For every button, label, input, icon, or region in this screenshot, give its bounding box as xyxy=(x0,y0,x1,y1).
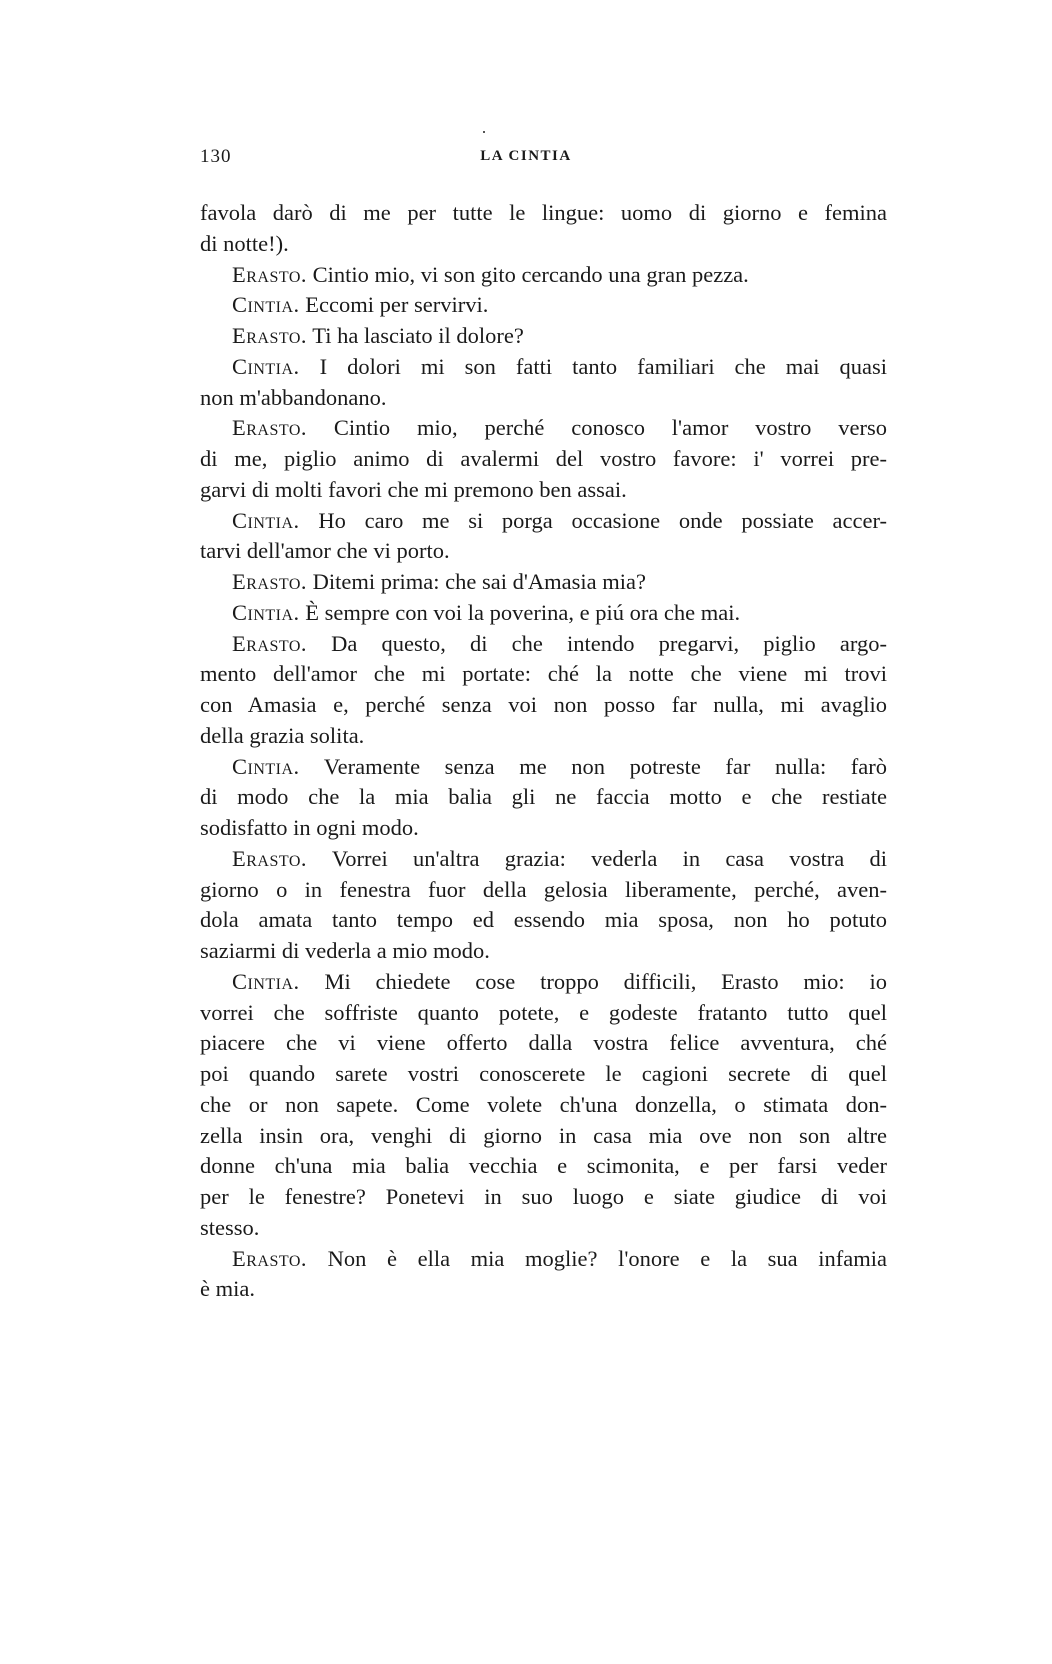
text-line xyxy=(200,444,887,475)
text-line xyxy=(200,1090,887,1121)
line-text: per le fenestre? Ponetevi in suo luogo e siate giudice di voi xyxy=(200,1184,887,1209)
line-text: È sempre con voi la poverina, e piú ora che mai. xyxy=(305,599,741,625)
text-line xyxy=(200,629,887,660)
speaker-name: Cintia. xyxy=(232,599,300,625)
line-text: stesso. xyxy=(200,1214,260,1240)
line-text: Non è ella mia moglie? l'onore e la sua infamia xyxy=(327,1245,887,1271)
text-line xyxy=(200,567,887,598)
text-line xyxy=(200,721,887,752)
speaker-name: Erasto. xyxy=(232,323,308,348)
line-text: dola amata tanto tempo ed essendo mia sposa, non ho potuto xyxy=(200,907,887,933)
speaker-name: Erasto. xyxy=(232,630,308,656)
line-text: donne ch'una mia balia vecchia e scimonita, e per farsi veder xyxy=(200,1153,887,1179)
line-text: poi quando sarete vostri conoscerete le cagioni secrete di quel xyxy=(200,1061,887,1086)
line-text: tarvi dell'amor che vi porto. xyxy=(200,538,450,564)
speaker-name: Cintia. xyxy=(232,292,300,318)
page-number: 130 xyxy=(200,146,232,167)
line-text: Mi chiedete cose troppo difficili, Erasto mio: io xyxy=(324,968,887,994)
body-text xyxy=(200,198,887,1305)
line-text: Cintio mio, perché conosco l'amor vostro verso xyxy=(333,415,888,441)
text-line xyxy=(200,598,887,629)
line-text: non m'abbandonano. xyxy=(200,384,387,410)
text-line xyxy=(200,290,887,321)
text-line xyxy=(200,1121,887,1152)
line-text: favola darò di me per tutte le lingue: uomo di giorno e femina xyxy=(200,200,887,225)
text-line xyxy=(200,936,887,967)
text-line xyxy=(200,229,887,260)
text-line xyxy=(200,1213,887,1244)
line-text: di modo che la mia balia gli ne faccia motto e che restiate xyxy=(200,784,887,810)
print-speck xyxy=(483,131,485,133)
speaker-name: Erasto. xyxy=(232,1245,308,1271)
speaker-name: Cintia. xyxy=(232,353,300,379)
text-line xyxy=(200,1059,887,1090)
text-line xyxy=(200,260,887,291)
line-text: che or non sapete. Come volete ch'una donzella, o stimata don- xyxy=(200,1091,887,1117)
line-text: I dolori mi son fatti tanto familiari che mai quasi xyxy=(319,353,888,379)
text-line xyxy=(200,967,887,998)
line-text: è mia. xyxy=(200,1276,255,1302)
line-text: con Amasia e, perché senza voi non posso far nulla, mi avaglio xyxy=(200,692,887,717)
speaker-name: Erasto. xyxy=(232,261,308,287)
line-text: sodisfatto in ogni modo. xyxy=(200,815,419,840)
line-text: mento dell'amor che mi portate: ché la notte che viene mi trovi xyxy=(200,661,887,687)
text-line xyxy=(200,506,887,537)
line-text: zella insin ora, venghi di giorno in casa mia ove non son altre xyxy=(200,1122,887,1148)
text-line xyxy=(200,844,887,875)
speaker-name: Erasto. xyxy=(232,569,308,594)
line-text: saziarmi di vederla a mio modo. xyxy=(200,938,490,963)
line-text: Da questo, di che intendo pregarvi, piglio argo- xyxy=(331,630,887,656)
text-line xyxy=(200,690,887,721)
line-text: della grazia solita. xyxy=(200,722,365,748)
speaker-name: Erasto. xyxy=(232,415,308,441)
text-line xyxy=(200,905,887,936)
text-line xyxy=(200,413,887,444)
line-text: Eccomi per servirvi. xyxy=(305,292,489,318)
speaker-name: Erasto. xyxy=(232,845,308,871)
text-line xyxy=(200,1244,887,1275)
speaker-name: Cintia. xyxy=(232,968,300,994)
text-line xyxy=(200,536,887,567)
line-text: Cintio mio, vi son gito cercando una gran pezza. xyxy=(312,261,749,287)
line-text: Vorrei un'altra grazia: vederla in casa vostra di xyxy=(331,845,888,871)
line-text: garvi di molti favori che mi premono ben assai. xyxy=(200,476,627,502)
text-line xyxy=(200,1028,887,1059)
text-line xyxy=(200,1151,887,1182)
text-line xyxy=(200,752,887,783)
text-line xyxy=(200,782,887,813)
line-text: vorrei che soffriste quanto potete, e godeste fratanto tutto quel xyxy=(200,999,887,1025)
text-line xyxy=(200,475,887,506)
line-text: piacere che vi viene offerto dalla vostra felice avventura, ché xyxy=(200,1030,887,1056)
line-text: di notte!). xyxy=(200,230,289,256)
line-text: di me, piglio animo di avalermi del vostro favore: i' vorrei pre- xyxy=(200,446,887,471)
text-line xyxy=(200,1182,887,1213)
speaker-name: Cintia. xyxy=(232,507,300,533)
text-line xyxy=(200,352,887,383)
line-text: Veramente senza me non potreste far nulla: farò xyxy=(323,753,888,779)
line-text: Ti ha lasciato il dolore? xyxy=(312,323,524,348)
text-line xyxy=(200,659,887,690)
line-text: Ho caro me si porga occasione onde possiate accer- xyxy=(318,507,887,533)
text-line xyxy=(200,875,887,906)
text-line xyxy=(200,813,887,844)
text-line xyxy=(200,998,887,1029)
text-line xyxy=(200,383,887,414)
text-line xyxy=(200,321,887,352)
speaker-name: Cintia. xyxy=(232,753,300,779)
text-line xyxy=(200,1274,887,1305)
line-text: Ditemi prima: che sai d'Amasia mia? xyxy=(312,569,646,594)
running-title: LA CINTIA xyxy=(480,148,572,164)
text-line xyxy=(200,198,887,229)
line-text: giorno o in fenestra fuor della gelosia liberamente, perché, aven- xyxy=(200,876,887,902)
